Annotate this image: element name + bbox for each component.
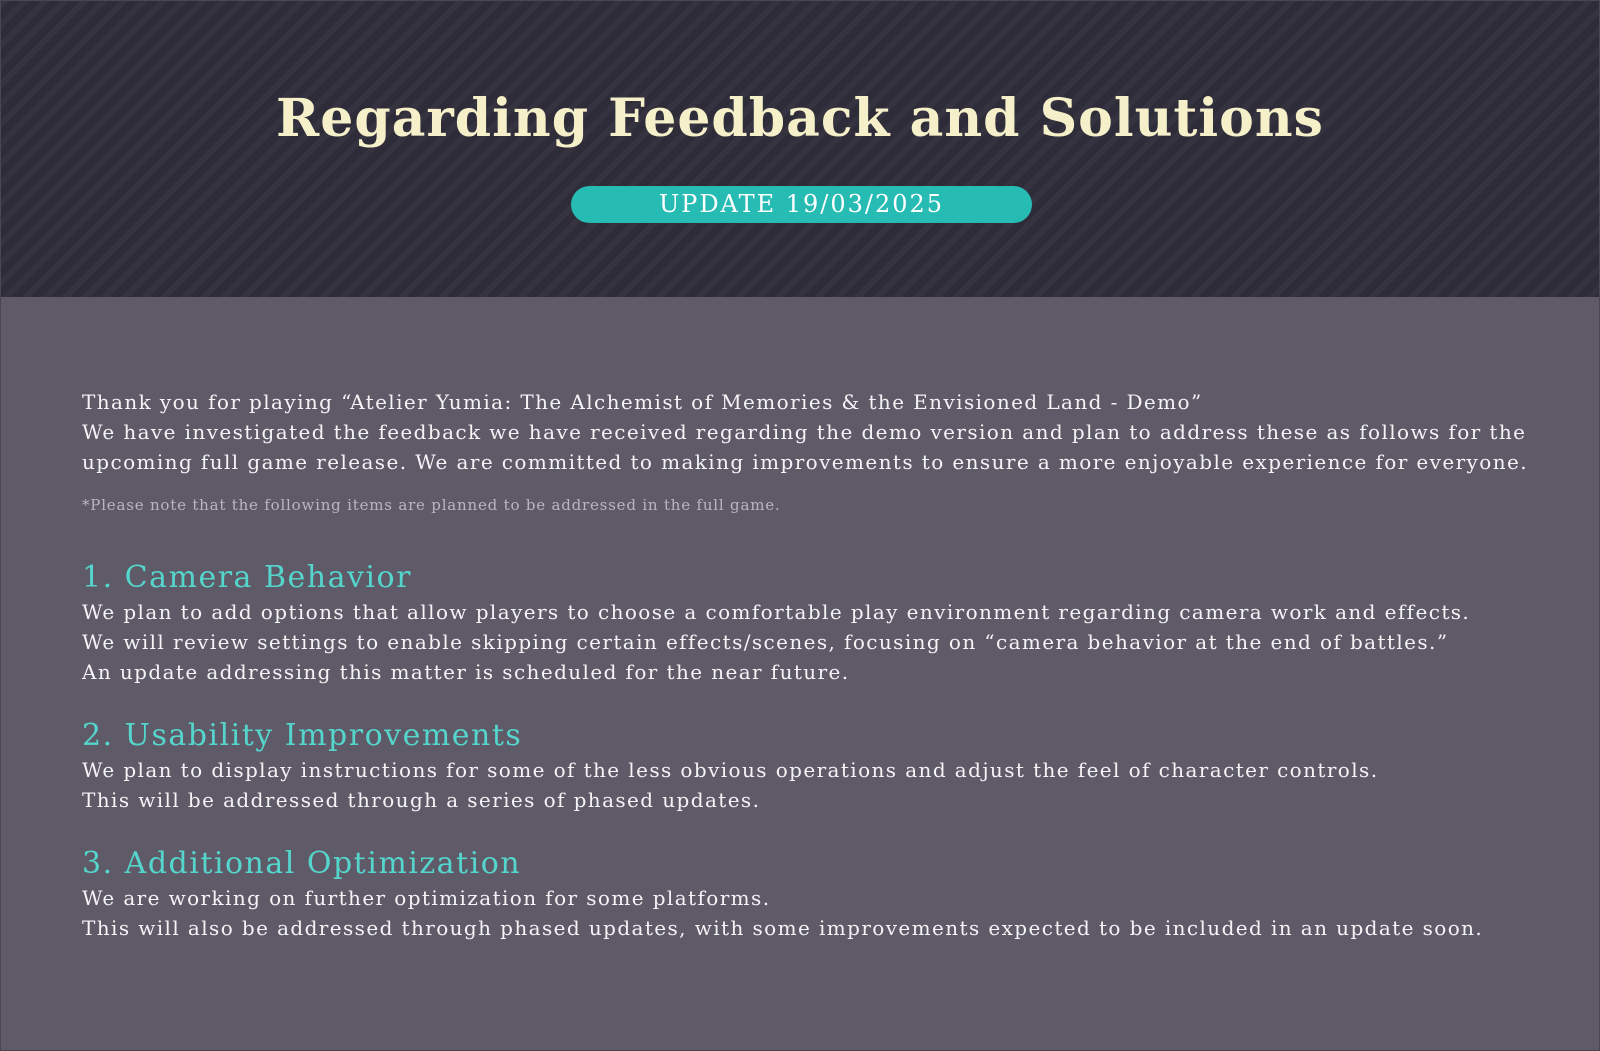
section-line: We plan to add options that allow players to choose a comfortable play environment regarding camera work and effects. [82,600,1471,624]
update-date-badge: UPDATE 19/03/2025 [571,186,1032,223]
section-heading: 2. Usability Improvements [82,718,523,753]
header-banner [1,1,1599,297]
intro-line: upcoming full game release. We are committed to making improvements to ensure a more enjoyable experience for everyone. [82,450,1528,474]
section-line: An update addressing this matter is scheduled for the near future. [82,660,850,684]
content-body [82,387,1552,943]
section-line: We will review settings to enable skipping certain effects/scenes, focusing on “camera behavior at the end of battles.” [82,630,1449,654]
section-additional-optimization [82,845,1552,943]
section-usability-improvements [82,717,1552,815]
intro-line: We have investigated the feedback we have received regarding the demo version and plan to address these as follows for the [82,420,1527,444]
section-heading: 3. Additional Optimization [82,846,522,881]
section-line: This will also be addressed through phased updates, with some improvements expected to be included in an update soon. [82,916,1484,940]
section-line: We are working on further optimization for some platforms. [82,886,771,910]
section-camera-behavior [82,559,1552,687]
section-line: We plan to display instructions for some of the less obvious operations and adjust the feel of character controls. [82,758,1379,782]
intro-line: Thank you for playing “Atelier Yumia: The Alchemist of Memories & the Envisioned Land - Demo” [82,390,1203,414]
page-title: Regarding Feedback and Solutions [276,88,1324,149]
intro-block [82,387,1552,477]
section-heading: 1. Camera Behavior [82,560,412,595]
disclaimer-note: *Please note that the following items are planned to be addressed in the full game. [82,496,781,514]
section-line: This will be addressed through a series of phased updates. [82,788,761,812]
